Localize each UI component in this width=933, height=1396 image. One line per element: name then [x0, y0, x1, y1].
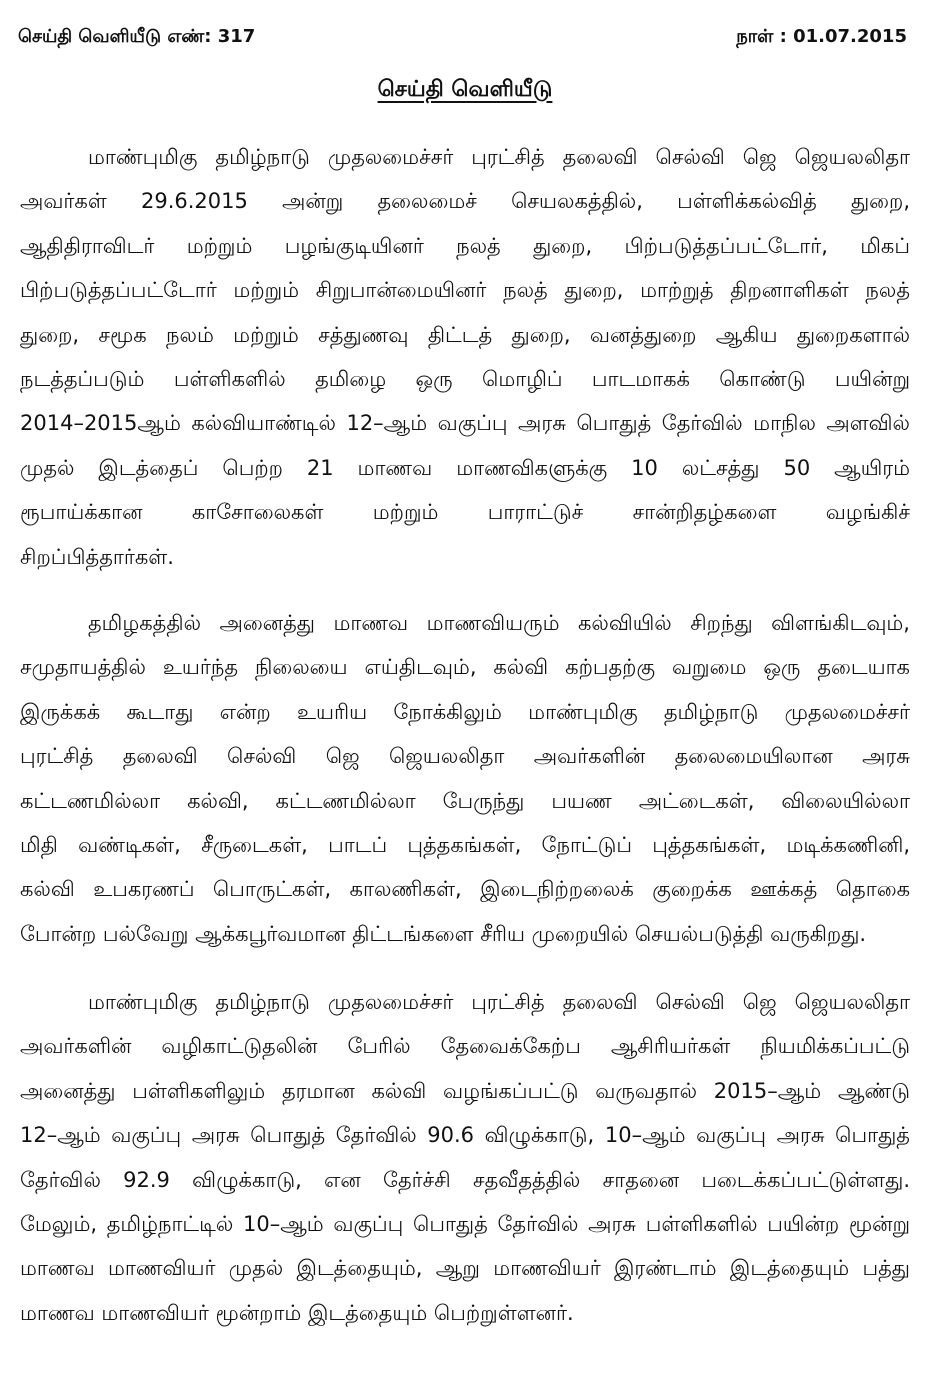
release-number: செய்தி வெளியீடு எண்: 317 — [18, 26, 256, 47]
body-text-line: முதல் இடத்தைப் பெற்ற 21 மாணவ மாணவிகளுக்கு 10 லட்சத்து 50 ஆயிரம் — [20, 455, 910, 480]
body-text-line: ரூபாய்க்கான காசோலைகள் மற்றும் பாராட்டுச் சான்றிதழ்களை வழங்கிச் — [20, 500, 910, 525]
paragraph-2 — [20, 601, 910, 956]
body-text-line: ஆதிதிராவிடர் மற்றும் பழங்குடியினர் நலத் துறை, பிற்படுத்தப்பட்டோர், மிகப் — [20, 233, 910, 258]
release-header — [18, 22, 907, 52]
body-text-line: மேலும், தமிழ்நாட்டில் 10–ஆம் வகுப்பு பொதுத் தேர்வில் அரசு பள்ளிகளில் பயின்ற மூன்று — [20, 1212, 910, 1237]
release-date: நாள் : 01.07.2015 — [736, 26, 907, 47]
body-text-line: பிற்படுத்தப்பட்டோர் மற்றும் சிறுபான்மையினர் நலத் துறை, மாற்றுத் திறனாளிகள் நலத் — [20, 278, 910, 303]
body-text-line: இருக்கக் கூடாது என்ற உயரிய நோக்கிலும் மாண்புமிகு தமிழ்நாடு முதலமைச்சர் — [20, 699, 910, 724]
body-text-line: நடத்தப்படும் பள்ளிகளில் தமிழை ஒரு மொழிப் பாடமாகக் கொண்டு பயின்று — [20, 367, 910, 392]
body-text-line: மாணவ மாணவியர் மூன்றாம் இடத்தையும் பெற்றுள்ளனர். — [20, 1300, 574, 1325]
body-text-line: சிறப்பித்தார்கள். — [20, 544, 174, 569]
body-text-line: அவர்களின் வழிகாட்டுதலின் பேரில் தேவைக்கேற்ப ஆசிரியர்கள் நியமிக்கப்பட்டு — [20, 1034, 910, 1059]
body-text-line: புரட்சித் தலைவி செல்வி ஜெ ஜெயலலிதா அவர்களின் தலைமையிலான அரசு — [20, 744, 910, 769]
body-text-line: துறை, சமூக நலம் மற்றும் சத்துணவு திட்டத் துறை, வனத்துறை ஆகிய துறைகளால் — [20, 322, 910, 347]
body-text-line: அவர்கள் 29.6.2015 அன்று தலைமைச் செயலகத்தில், பள்ளிக்கல்வித் துறை, — [20, 189, 910, 214]
body-text-line: தேர்வில் 92.9 விழுக்காடு, என தேர்ச்சி சதவீதத்தில் சாதனை படைக்கப்பட்டுள்ளது. — [20, 1167, 910, 1192]
body-text-line: சமுதாயத்தில் உயர்ந்த நிலையை எய்திடவும், கல்வி கற்பதற்கு வறுமை ஒரு தடையாக — [20, 655, 910, 680]
body-text-line: மாண்புமிகு தமிழ்நாடு முதலமைச்சர் புரட்சித் தலைவி செல்வி ஜெ ஜெயலலிதா — [88, 990, 910, 1014]
body-text-line: மிதி வண்டிகள், சீருடைகள், பாடப் புத்தகங்கள், நோட்டுப் புத்தகங்கள், மடிக்கணினி, — [20, 833, 910, 858]
body-text-line: மாண்புமிகு தமிழ்நாடு முதலமைச்சர் புரட்சித் தலைவி செல்வி ஜெ ஜெயலலிதா — [88, 145, 910, 169]
body-text-line: 12–ஆம் வகுப்பு அரசு பொதுத் தேர்வில் 90.6 விழுக்காடு, 10–ஆம் வகுப்பு அரசு பொதுத் — [20, 1123, 910, 1148]
body-text-line: கல்வி உபகரணப் பொருட்கள், காலணிகள், இடைநிற்றலைக் குறைக்க ஊக்கத் தொகை — [20, 877, 910, 902]
paragraph-3 — [20, 980, 910, 1335]
document-title: செய்தி வெளியீடு — [377, 77, 553, 102]
body-text-line: மாணவ மாணவியர் முதல் இடத்தையும், ஆறு மாணவியர் இரண்டாம் இடத்தையும் பத்து — [20, 1256, 910, 1281]
body-text-line: கட்டணமில்லா கல்வி, கட்டணமில்லா பேருந்து பயண அட்டைகள், விலையில்லா — [20, 788, 910, 813]
body-text-line: தமிழகத்தில் அனைத்து மாணவ மாணவியரும் கல்வியில் சிறந்து விளங்கிடவும், — [88, 611, 910, 635]
paragraph-1 — [20, 135, 910, 579]
body-text-line: 2014–2015ஆம் கல்வியாண்டில் 12–ஆம் வகுப்பு அரசு பொதுத் தேர்வில் மாநில அளவில் — [20, 411, 910, 436]
body-text-line: போன்ற பல்வேறு ஆக்கபூர்வமான திட்டங்களை சீரிய முறையில் செயல்படுத்தி வருகிறது. — [20, 921, 867, 946]
body-text-line: அனைத்து பள்ளிகளிலும் தரமான கல்வி வழங்கப்பட்டு வருவதால் 2015–ஆம் ஆண்டு — [20, 1078, 910, 1103]
